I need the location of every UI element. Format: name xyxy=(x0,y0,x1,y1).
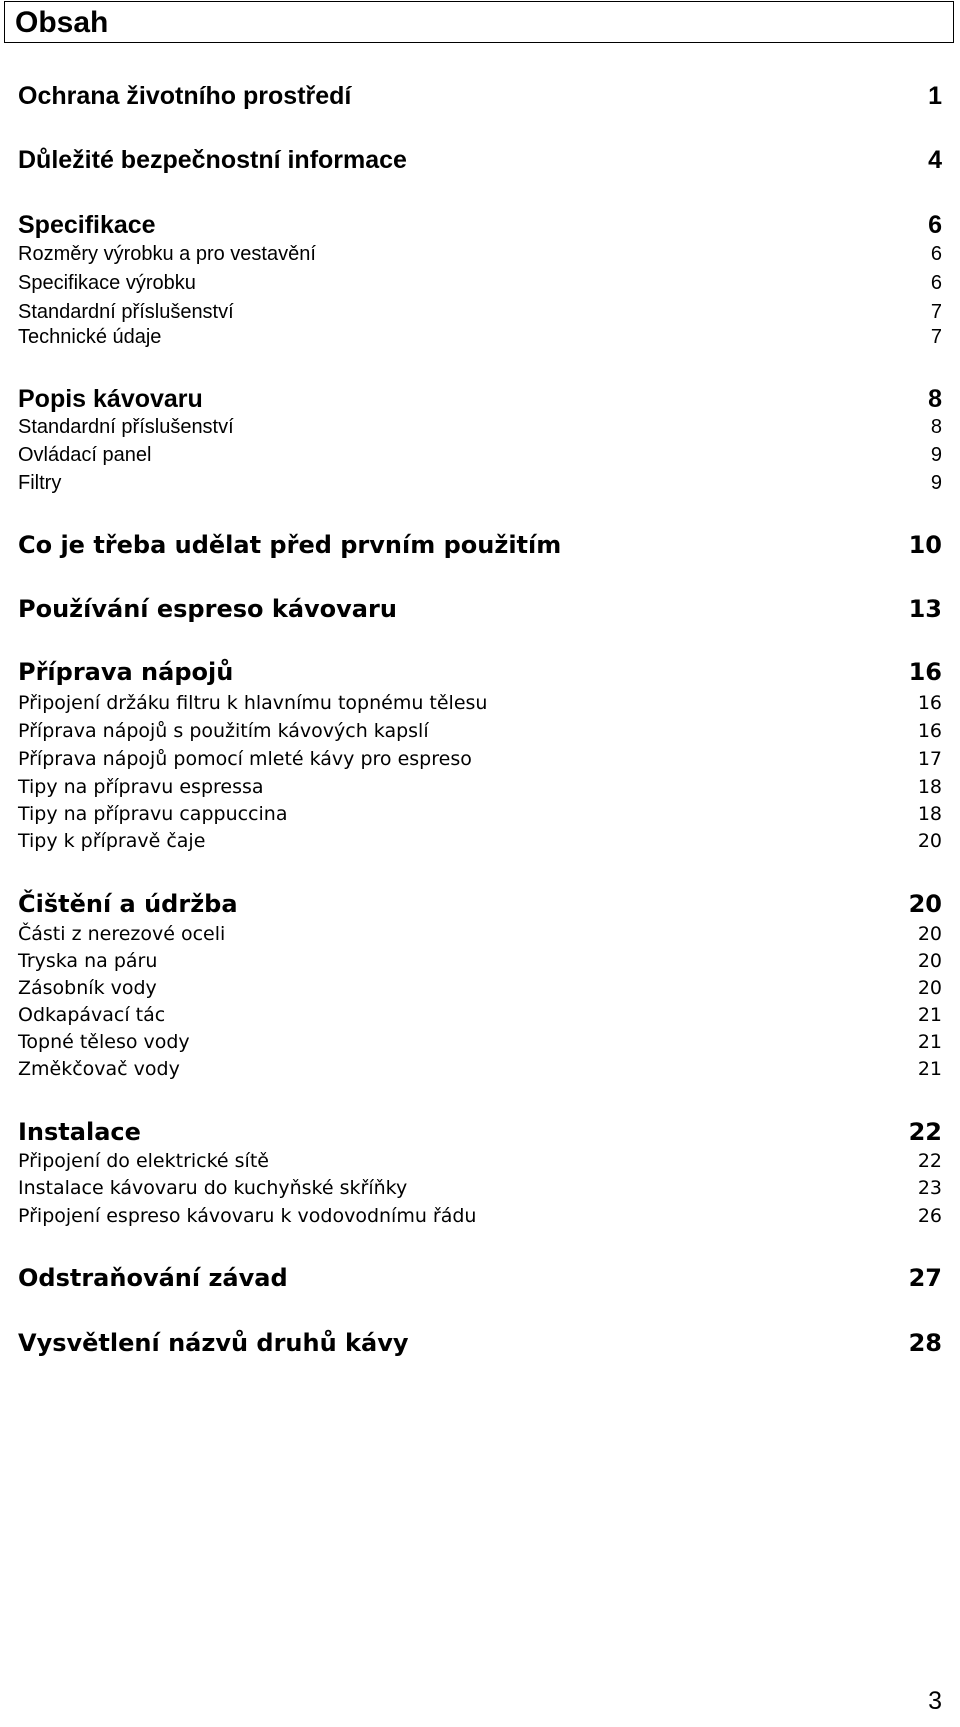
toc-subsection[interactable] xyxy=(18,324,942,350)
toc-subsection[interactable] xyxy=(18,690,942,716)
toc-entry-title: Připojení držáku filtru k hlavnímu topnému tělesu xyxy=(18,692,488,714)
toc-entry-title: Specifikace xyxy=(18,211,156,239)
toc-entry-title: Části z nerezové oceli xyxy=(18,923,226,945)
toc-entry-page: 16 xyxy=(917,720,942,742)
toc-entry-page: 9 xyxy=(930,444,942,466)
toc-entry-title: Specifikace výrobku xyxy=(18,272,196,294)
toc-entry-page: 21 xyxy=(917,1031,942,1053)
toc-entry-title: Čištění a údržba xyxy=(18,890,238,918)
toc-entry-page: 17 xyxy=(917,748,942,770)
toc-section[interactable] xyxy=(18,81,942,111)
toc-entry-title: Instalace kávovaru do kuchyňské skříňky xyxy=(18,1177,408,1199)
toc-section[interactable] xyxy=(18,384,942,414)
toc-subsection[interactable] xyxy=(18,299,942,325)
toc-entry-title: Rozměry výrobku a pro vestavění xyxy=(18,243,316,265)
toc-entry-page: 13 xyxy=(908,595,942,623)
toc-entry-title: Filtry xyxy=(18,472,62,494)
toc-subsection[interactable] xyxy=(18,774,942,800)
toc-entry-title: Důležité bezpečnostní informace xyxy=(18,146,407,174)
toc-entry-title: Zásobník vody xyxy=(18,977,157,999)
toc-entry-title: Vysvětlení názvů druhů kávy xyxy=(18,1329,409,1357)
toc-subsection[interactable] xyxy=(18,1002,942,1028)
toc-entry-page: 7 xyxy=(930,326,942,348)
toc-entry-page: 27 xyxy=(908,1264,942,1292)
toc-entry-page: 20 xyxy=(917,950,942,972)
toc-entry-title: Tryska na páru xyxy=(18,950,158,972)
toc-entry-title: Tipy na přípravu espressa xyxy=(18,776,264,798)
toc-subsection[interactable] xyxy=(18,746,942,772)
toc-entry-page: 22 xyxy=(917,1150,942,1172)
toc-entry-page: 20 xyxy=(917,923,942,945)
toc-entry-title: Technické údaje xyxy=(18,326,162,348)
toc-entry-title: Odkapávací tác xyxy=(18,1004,166,1026)
toc-entry-title: Připojení espreso kávovaru k vodovodnímu řádu xyxy=(18,1205,477,1227)
toc-subsection[interactable] xyxy=(18,975,942,1001)
toc-entry-title: Příprava nápojů pomocí mleté kávy pro espreso xyxy=(18,748,472,770)
toc-entry-title: Ovládací panel xyxy=(18,444,152,466)
page-number: 3 xyxy=(928,1687,942,1715)
toc-heading-box xyxy=(4,1,954,43)
toc-entry-page: 16 xyxy=(917,692,942,714)
toc-section[interactable] xyxy=(18,530,942,560)
toc-subsection[interactable] xyxy=(18,270,942,296)
toc-subsection[interactable] xyxy=(18,828,942,854)
toc-subsection[interactable] xyxy=(18,241,942,267)
toc-entry-page: 16 xyxy=(908,658,942,686)
toc-entry-page: 21 xyxy=(917,1058,942,1080)
toc-entry-page: 21 xyxy=(917,1004,942,1026)
toc-subsection[interactable] xyxy=(18,1029,942,1055)
toc-entry-title: Popis kávovaru xyxy=(18,385,203,413)
toc-entry-page: 1 xyxy=(928,82,942,110)
toc-subsection[interactable] xyxy=(18,801,942,827)
toc-subsection[interactable] xyxy=(18,1056,942,1082)
toc-entry-title: Odstraňování závad xyxy=(18,1264,288,1292)
toc-entry-page: 18 xyxy=(917,803,942,825)
toc-entry-page: 20 xyxy=(908,890,942,918)
toc-entry-title: Změkčovač vody xyxy=(18,1058,180,1080)
toc-entry-title: Standardní příslušenství xyxy=(18,416,234,438)
toc-subsection[interactable] xyxy=(18,718,942,744)
toc-entry-page: 18 xyxy=(917,776,942,798)
toc-section[interactable] xyxy=(18,889,942,919)
toc-entry-title: Příprava nápojů xyxy=(18,658,234,686)
toc-subsection[interactable] xyxy=(18,1175,942,1201)
toc-section[interactable] xyxy=(18,1263,942,1293)
toc-entry-page: 23 xyxy=(917,1177,942,1199)
toc-entry-title: Připojení do elektrické sítě xyxy=(18,1150,269,1172)
toc-section[interactable] xyxy=(18,210,942,240)
toc-entry-title: Tipy k přípravě čaje xyxy=(18,830,206,852)
toc-entry-page: 4 xyxy=(928,146,942,174)
toc-section[interactable] xyxy=(18,1117,942,1147)
toc-entry-title: Ochrana životního prostředí xyxy=(18,82,352,110)
toc-entry-page: 26 xyxy=(917,1205,942,1227)
toc-entry-title: Příprava nápojů s použitím kávových kapslí xyxy=(18,720,429,742)
toc-entry-page: 20 xyxy=(917,830,942,852)
toc-entry-page: 10 xyxy=(908,531,942,559)
toc-entry-title: Standardní příslušenství xyxy=(18,301,234,323)
toc-entry-title: Instalace xyxy=(18,1118,141,1146)
toc-entry-page: 8 xyxy=(928,385,942,413)
toc-subsection[interactable] xyxy=(18,1148,942,1174)
toc-subsection[interactable] xyxy=(18,921,942,947)
toc-subsection[interactable] xyxy=(18,470,942,496)
toc-section[interactable] xyxy=(18,1328,942,1358)
toc-subsection[interactable] xyxy=(18,442,942,468)
toc-section[interactable] xyxy=(18,657,942,687)
toc-entry-page: 9 xyxy=(930,472,942,494)
toc-heading: Obsah xyxy=(15,6,109,39)
toc-entry-page: 6 xyxy=(930,272,942,294)
toc-entry-page: 20 xyxy=(917,977,942,999)
toc-entry-page: 6 xyxy=(928,211,942,239)
toc-entry-page: 7 xyxy=(930,301,942,323)
toc-subsection[interactable] xyxy=(18,948,942,974)
toc-entry-title: Co je třeba udělat před prvním použitím xyxy=(18,531,562,559)
toc-entry-page: 28 xyxy=(908,1329,942,1357)
toc-entry-title: Používání espreso kávovaru xyxy=(18,595,397,623)
toc-subsection[interactable] xyxy=(18,1203,942,1229)
toc-entry-title: Topné těleso vody xyxy=(18,1031,190,1053)
toc-entry-page: 8 xyxy=(930,416,942,438)
toc-entry-page: 22 xyxy=(908,1118,942,1146)
toc-section[interactable] xyxy=(18,145,942,175)
toc-entry-page: 6 xyxy=(930,243,942,265)
toc-section[interactable] xyxy=(18,594,942,624)
toc-entry-title: Tipy na přípravu cappuccina xyxy=(18,803,288,825)
toc-subsection[interactable] xyxy=(18,414,942,440)
